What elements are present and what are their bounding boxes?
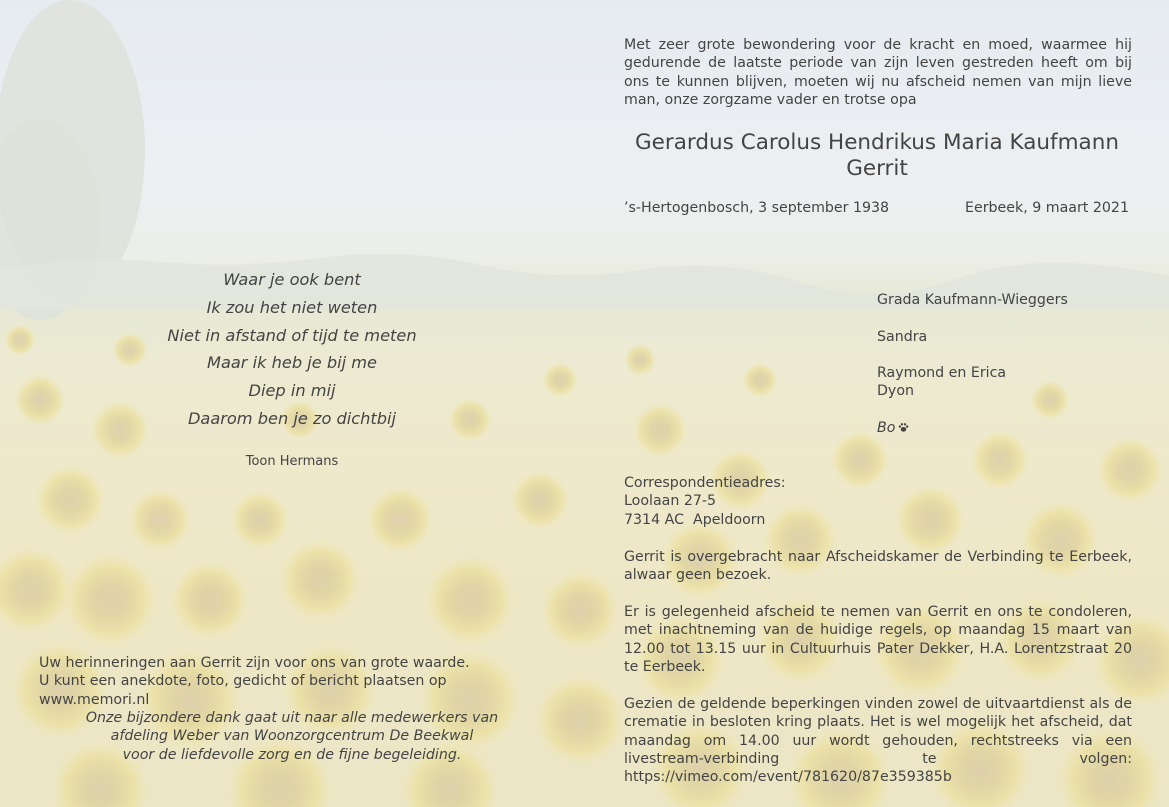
family-pet-row (877, 419, 909, 438)
correspondence-street: Loolaan 27-5 (624, 493, 717, 510)
poem (150, 266, 434, 433)
family-child: Sandra (877, 329, 928, 345)
deceased-full-name: Gerardus Carolus Hendrikus Maria Kaufmann (635, 130, 1119, 155)
intro-text: Met zeer grote bewondering voor de kracht en moed, waarmee hij gedurende de laatste periode van zijn leven gestreden heeft om bij ons te kunnen blijven, moeten wij nu afscheid nemen van mijn lieve man, onze zorgzame vader en trotse opa (624, 37, 1132, 109)
family-pet: Bo (877, 420, 896, 436)
notice-livestream: Gezien de geldende beperkingen vinden zowel de uitvaartdienst als de crematie in besloten kring plaats. Het is wel mogelijk het afscheid, dat maandag om 14.00 uur wordt gehouden, rechtstreeks via een livestream-verbinding te volgen: https://vimeo.com/event/781620/87e359385b (624, 695, 1132, 786)
family-spouse: Grada Kaufmann-Wieggers (877, 292, 1068, 308)
paw-icon (898, 420, 909, 438)
correspondence-heading: Correspondentieadres: (624, 475, 786, 491)
poem-author: Toon Hermans (245, 454, 339, 469)
notice-transfer: Gerrit is overgebracht naar Afscheidskamer de Verbinding te Eerbeek, alwaar geen bezoek. (624, 548, 1132, 584)
notice-condolence: Er is gelegenheid afscheid te nemen van Gerrit en ons te condoleren, met inachtneming van de huidige regels, op maandag 15 maart van 12.00 tot 13.15 uur in Cultuurhuis Pater Dekker, H.A. Lorentzstraat 20 te Eerbeek. (624, 603, 1132, 676)
poem-line: Maar ik heb je bij me (206, 353, 377, 373)
correspondence-address (624, 474, 1132, 529)
poem-line: Daarom ben je zo dichtbij (187, 408, 397, 428)
poem-line: Niet in afstand of tijd te meten (167, 325, 417, 345)
deceased-name-block (624, 130, 1130, 182)
memori-line: U kunt een anekdote, foto, gedicht of bericht plaatsen op www.memori.nl (39, 673, 447, 708)
poem-line: Diep in mij (248, 381, 336, 401)
family-child: Raymond en Erica (877, 365, 1007, 381)
thanks-line: Onze bijzondere dank gaat uit naar alle medewerkers van (85, 710, 499, 726)
thanks-line: afdeling Weber van Woonzorgcentrum De Beekwal (110, 728, 474, 745)
correspondence-city: 7314 AC Apeldoorn (624, 511, 766, 528)
death-place-date: Eerbeek, 9 maart 2021 (965, 200, 1129, 216)
deceased-nickname: Gerrit (846, 156, 908, 181)
funeral-details (624, 474, 1132, 805)
poem-line: Ik zou het niet weten (206, 297, 378, 317)
thanks-note (39, 709, 545, 764)
memori-line: Uw herinneringen aan Gerrit zijn voor ons van grote waarde. (39, 655, 470, 671)
poem-line: Waar je ook bent (223, 270, 361, 289)
birth-place-date: ’s-Hertogenbosch, 3 september 1938 (624, 200, 890, 216)
family-grandchild: Dyon (877, 383, 914, 399)
memori-note (39, 654, 559, 709)
thanks-line: voor de liefdevolle zorg en de fijne begeleiding. (122, 746, 462, 763)
